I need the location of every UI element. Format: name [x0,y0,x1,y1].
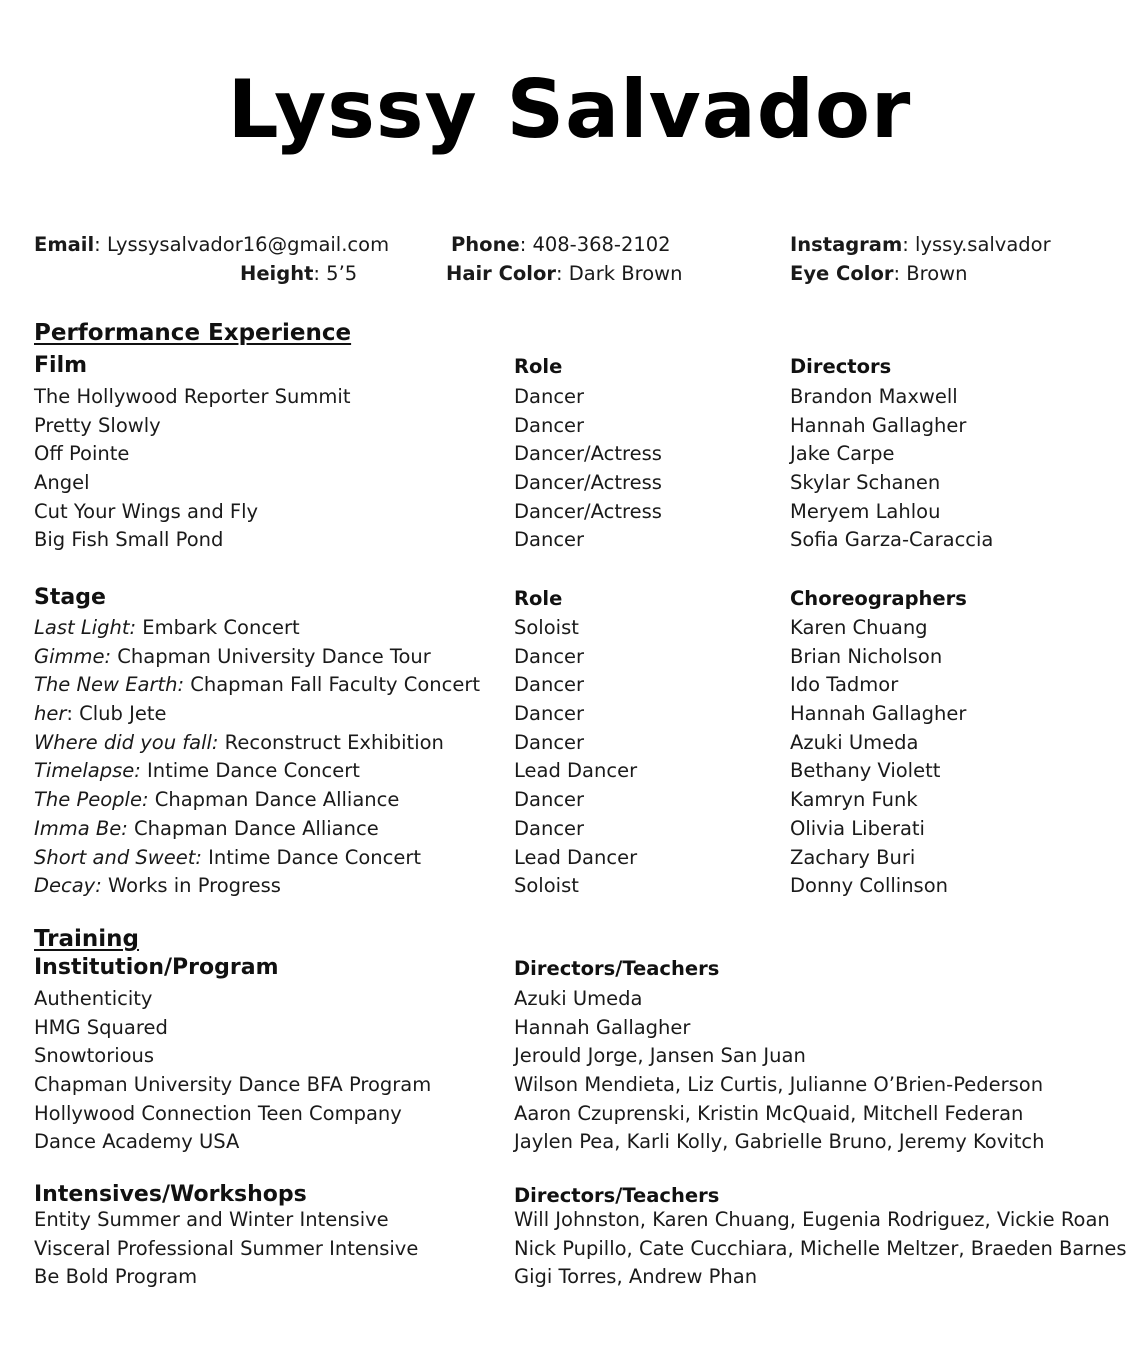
section-title-performance: Performance Experience [34,320,352,346]
stage-choreographer: Brian Nicholson [790,644,943,668]
stage-work-venue: Intime Dance Concert [201,845,422,869]
stage-choreographer: Bethany Violett [790,759,941,783]
stage-work [34,872,480,901]
institution-program: Dance Academy USA [34,1130,240,1154]
stage-work-title: Where did you fall: [34,730,219,754]
institution-program: Authenticity [34,987,153,1010]
contact-phone [451,231,671,259]
intensive-programs [34,1206,418,1292]
film-title: Pretty Slowly [34,413,161,437]
institution-teacher: Aaron Czuprenski, Kristin McQuaid, Mitchell Federan [514,1101,1024,1125]
institution-program: Chapman University Dance BFA Program [34,1073,432,1097]
stage-work [34,700,480,729]
hair-color-value: : Dark Brown [555,262,683,285]
institution-teacher: Jerould Jorge, Jansen San Juan [514,1044,806,1068]
stage-role: Dancer [514,702,585,726]
contact-height [240,260,357,288]
stage-role: Soloist [514,874,579,898]
stage-choreographer: Azuki Umeda [790,730,919,754]
stage-choreographer: Kamryn Funk [790,788,918,812]
stage-work-venue: : Club Jete [66,702,167,726]
stage-work-title: Gimme: [34,644,112,668]
stage-choreographer: Ido Tadmor [790,673,899,697]
email-value: : Lyssysalvador16@gmail.com [94,233,390,256]
stage-work-venue: Reconstruct Exhibition [218,730,444,754]
institution-teacher: Wilson Mendieta, Liz Curtis, Julianne O’Brien-Pederson [514,1073,1044,1097]
intensive-program: Entity Summer and Winter Intensive [34,1208,389,1231]
contact-email [34,231,389,259]
eye-color-label: Eye Color [790,262,894,285]
stage-work-title: Last Light: [34,616,137,639]
stage-choreographer: Donny Collinson [790,874,949,898]
film-director: Jake Carpe [790,442,895,466]
phone-label: Phone [451,233,520,256]
phone-value: : 408-368-2102 [519,233,671,256]
institution-heading: Institution/Program [34,955,279,980]
institution-program: HMG Squared [34,1015,168,1039]
stage-work-title: The People: [34,788,149,812]
film-role: Dancer/Actress [514,499,662,523]
film-titles [34,383,350,555]
film-directors-heading: Directors [790,355,892,378]
stage-choreographer: Olivia Liberati [790,816,925,840]
film-director: Sofia Garza-Caraccia [790,528,994,552]
institution-program: Hollywood Connection Teen Company [34,1101,402,1125]
film-title: Off Pointe [34,442,130,466]
stage-choreographers-heading: Choreographers [790,587,967,610]
stage-work-title: Imma Be: [34,816,128,840]
institution-programs [34,985,431,1157]
institution-teacher: Hannah Gallagher [514,1015,691,1039]
film-role: Dancer [514,385,585,408]
stage-work-title: her [34,702,67,726]
stage-role: Lead Dancer [514,845,638,869]
stage-role: Dancer [514,730,585,754]
film-director: Skylar Schanen [790,471,941,495]
stage-role: Dancer [514,788,585,812]
film-director: Hannah Gallagher [790,413,967,437]
stage-work [34,729,480,758]
stage-work-venue: Chapman University Dance Tour [111,644,431,668]
intensive-teacher: Gigi Torres, Andrew Phan [514,1265,758,1289]
stage-works [34,614,480,901]
film-role: Dancer [514,528,585,552]
institution-teachers [514,985,1044,1157]
film-roles [514,383,662,555]
stage-choreographer: Hannah Gallagher [790,702,967,726]
stage-work-venue: Chapman Dance Alliance [127,816,379,840]
instagram-value: : lyssy.salvador [902,233,1051,256]
stage-work-venue: Intime Dance Concert [140,759,360,783]
stage-work-venue: Embark Concert [136,616,300,639]
email-label: Email [34,233,95,256]
contact-hair-color [446,260,682,288]
stage-work-venue: Chapman Dance Alliance [148,788,400,812]
film-role-heading: Role [514,355,563,378]
height-label: Height [240,262,314,285]
film-director: Meryem Lahlou [790,499,941,523]
intensive-teacher: Will Johnston, Karen Chuang, Eugenia Rodriguez, Vickie Roan [514,1208,1110,1231]
stage-role: Dancer [514,644,585,668]
institution-program: Snowtorious [34,1044,155,1068]
film-directors [790,383,993,555]
stage-work [34,786,480,815]
intensives-heading: Intensives/Workshops [34,1182,307,1207]
film-title: Big Fish Small Pond [34,528,224,552]
film-role: Dancer/Actress [514,442,662,466]
stage-role: Dancer [514,816,585,840]
height-value: : 5’5 [313,262,358,285]
stage-work-title: Decay: [34,874,102,898]
stage-work [34,643,480,672]
hair-color-label: Hair Color [446,262,556,285]
contact-eye-color [790,260,967,288]
stage-work [34,844,480,873]
stage-work-venue: Chapman Fall Faculty Concert [184,673,481,697]
stage-work-title: Timelapse: [34,759,141,783]
stage-choreographers [790,614,966,901]
stage-role-heading: Role [514,587,563,610]
instagram-label: Instagram [790,233,903,256]
stage-work [34,757,480,786]
film-title: The Hollywood Reporter Summit [34,385,351,408]
stage-heading: Stage [34,585,106,610]
film-director: Brandon Maxwell [790,385,958,408]
film-role: Dancer [514,413,585,437]
resume-name: Lyssy Salvador [227,63,912,156]
intensive-teachers [514,1206,1127,1292]
section-title-training: Training [34,926,140,952]
stage-role: Soloist [514,616,579,639]
film-title: Angel [34,471,90,495]
eye-color-value: : Brown [893,262,968,285]
stage-work [34,815,480,844]
stage-role: Dancer [514,673,585,697]
intensive-program: Visceral Professional Summer Intensive [34,1236,419,1260]
stage-work-venue: Works in Progress [101,874,281,898]
intensive-teacher: Nick Pupillo, Cate Cucchiara, Michelle Meltzer, Braeden Barnes [514,1236,1127,1260]
contact-instagram [790,231,1051,259]
stage-role: Lead Dancer [514,759,638,783]
stage-choreographer: Karen Chuang [790,616,928,639]
intensive-program: Be Bold Program [34,1265,198,1289]
stage-work [34,614,480,643]
institution-teacher: Jaylen Pea, Karli Kolly, Gabrielle Bruno, Jeremy Kovitch [514,1130,1045,1154]
film-role: Dancer/Actress [514,471,662,495]
film-title: Cut Your Wings and Fly [34,499,259,523]
stage-choreographer: Zachary Buri [790,845,916,869]
institution-teachers-heading: Directors/Teachers [514,957,720,980]
institution-teacher: Azuki Umeda [514,987,643,1010]
stage-work-title: Short and Sweet: [34,845,202,869]
stage-work-title: The New Earth: [34,673,185,697]
stage-roles [514,614,637,901]
intensives-teachers-heading: Directors/Teachers [514,1184,720,1207]
stage-work [34,671,480,700]
film-heading: Film [34,353,88,378]
